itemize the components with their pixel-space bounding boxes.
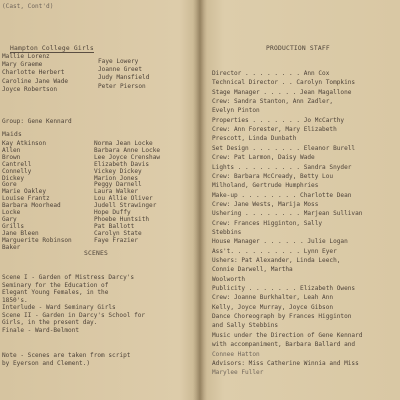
staff-line: Woolworth bbox=[212, 275, 246, 283]
girl-name: Joanne Greet bbox=[98, 66, 143, 74]
maid-name: Cantrell bbox=[2, 160, 32, 168]
staff-line: Crew: Frances Higginton, Sally bbox=[212, 219, 323, 227]
girl-name: Mary Graeme bbox=[2, 61, 43, 69]
maid-name: Laura Walker bbox=[94, 188, 139, 196]
staff-line: Technical Director . . Carolyn Tompkins bbox=[212, 79, 356, 87]
scene-line: Interlude - Ward Seminary Girls bbox=[2, 304, 116, 311]
staff-line: Crew: Pat Larmon, Daisy Wade bbox=[212, 154, 315, 162]
staff-line: Crew: Jane Wests, Marija Moss bbox=[212, 200, 319, 208]
maid-name: Connelly bbox=[2, 167, 32, 175]
maid-name: Gore bbox=[2, 181, 17, 189]
maid-name: Faye Frazier bbox=[94, 236, 139, 244]
scenes-heading: SCENES bbox=[84, 250, 108, 257]
maid-name: Gary bbox=[2, 215, 17, 223]
staff-line: Crew: Ann Forester, Mary Elizabeth bbox=[212, 126, 337, 134]
maid-name: Grills bbox=[2, 222, 25, 230]
staff-line: Set Design . . . . . . . Eleanor Burell bbox=[212, 144, 356, 152]
staff-line: and Sally Stebbins bbox=[212, 322, 279, 330]
staff-line: Kelly, Joyce Murray, Joyce Gibson bbox=[212, 303, 334, 311]
scene-line: Seminary for the Education of bbox=[2, 281, 109, 289]
scene-line: Scene II - Garden in Darcy's School for bbox=[2, 311, 146, 319]
maid-name: Marie Oakley bbox=[2, 188, 47, 196]
maid-name: Kay Atkinson bbox=[2, 140, 47, 147]
girl-name: Joyce Robertson bbox=[2, 85, 58, 93]
group-line: Group: Gene Kennard bbox=[2, 118, 72, 125]
staff-line: Evelyn Pinton bbox=[212, 107, 260, 115]
scene-line: Finale - Ward-Belmont bbox=[2, 326, 80, 334]
scene-line: 1850's. bbox=[2, 296, 28, 304]
staff-line: Director . . . . . . . . Ann Cox bbox=[212, 70, 330, 77]
staff-line: Crew: Sandra Stanton, Ann Zadler, bbox=[212, 98, 334, 106]
maid-name: Carolyn State bbox=[94, 229, 142, 237]
maid-name: Barbara Anne Locke bbox=[94, 146, 161, 154]
maid-name: Brown bbox=[2, 153, 21, 161]
staff-line: Milholand, Gertrude Humphries bbox=[212, 182, 319, 190]
maid-name: Phoebe Huntsith bbox=[94, 215, 150, 223]
girl-name: Charlotte Herbert bbox=[2, 69, 65, 77]
maid-name: Hope Duffy bbox=[94, 209, 131, 216]
staff-line: Connie Darwell, Martha bbox=[212, 266, 293, 274]
maid-name: Marion Jones bbox=[94, 174, 139, 182]
girl-name: Mallie Lorenz bbox=[2, 53, 50, 60]
scene-note-line: by Eyerson and Clement.) bbox=[2, 359, 91, 367]
maid-name: Pat Ballott bbox=[94, 222, 135, 230]
staff-line: Crew: Joanne Burkhalter, Leah Ann bbox=[212, 294, 334, 302]
scene-line: Girls, in the present day. bbox=[2, 319, 98, 326]
production-staff-heading: PRODUCTION STAFF bbox=[266, 45, 330, 52]
scene-note-line: Note - Scenes are taken from script bbox=[2, 352, 131, 359]
staff-line: Stage Manager . . . . . Jean Magallone bbox=[212, 88, 352, 96]
staff-line: Properties . . . . . . . Jo McCarthy bbox=[212, 116, 345, 124]
maids-heading: Maids bbox=[2, 131, 22, 138]
maid-name: Locke bbox=[2, 209, 21, 216]
staff-line: with accompaniment, Barbara Ballard and bbox=[212, 341, 356, 349]
staff-line: Prescott, Linda Dunbath bbox=[212, 135, 297, 143]
maid-name: Lou Allie Oliver bbox=[94, 195, 153, 203]
staff-line: Make-up . . . . . . . . Charlotte Dean bbox=[212, 191, 352, 199]
girl-name: Judy Mansfield bbox=[98, 74, 150, 82]
maid-name: Baker bbox=[2, 243, 21, 251]
maid-name: Vickey Dickey bbox=[94, 167, 142, 175]
staff-line: Marylee Fuller bbox=[212, 369, 264, 377]
girl-name: Caroline Jane Wade bbox=[2, 77, 69, 85]
maid-name: Allen bbox=[2, 146, 21, 154]
girl-name: Faye Lowery bbox=[98, 58, 139, 65]
maid-name: Norma Jean Locke bbox=[94, 140, 153, 147]
staff-line: Crew: Barbara McCready, Betty Lou bbox=[212, 172, 334, 180]
scene-line: Scene I - Garden of Mistress Darcy's bbox=[2, 274, 135, 281]
maid-name: Jane Bleen bbox=[2, 229, 39, 237]
staff-line: Stebbins bbox=[212, 228, 242, 236]
maid-name: Peggy Darnell bbox=[94, 181, 142, 189]
staff-line: Publicity . . . . . . . Elizabeth Owens bbox=[212, 285, 356, 293]
maid-name: Elizabeth Davis bbox=[94, 160, 150, 168]
girl-name: Peter Pierson bbox=[98, 82, 146, 90]
left-page bbox=[0, 0, 196, 400]
staff-line: Ushering . . . . . . . . Marjean Sullivan bbox=[212, 210, 363, 218]
staff-line: Ushers: Pat Alexander, Linda Leech, bbox=[212, 257, 341, 264]
maid-name: Marguerite Robinson bbox=[2, 236, 72, 244]
right-page bbox=[204, 0, 400, 400]
girls-heading: Hampton College Girls bbox=[10, 45, 94, 52]
cast-continued-label: (Cast, Cont'd) bbox=[2, 3, 54, 10]
maid-name: Judell Strawinger bbox=[94, 202, 157, 210]
staff-line: Advisors: Miss Catherine Winnia and Miss bbox=[212, 359, 359, 367]
maid-name: Lee Joyce Crenshaw bbox=[94, 153, 161, 161]
staff-line: House Manager . . . . . . Julie Logan bbox=[212, 238, 348, 246]
staff-line: Lights . . . . . . . . . Sandra Snyder bbox=[212, 163, 352, 171]
staff-line: Dance Choreograph by Frances Higginton bbox=[212, 313, 352, 321]
maid-name: Barbara Moorhead bbox=[2, 202, 61, 210]
staff-line: Music under the Direction of Gene Kennard bbox=[212, 331, 363, 339]
staff-line: Ass't. . . . . . . . . . Lynn Eyer bbox=[212, 247, 337, 255]
staff-line: Connee Hatton bbox=[212, 350, 260, 358]
maid-name: Dickey bbox=[2, 174, 25, 182]
maid-name: Louise Frantz bbox=[2, 195, 50, 203]
scene-line: Elegant Young Females, in the bbox=[2, 289, 109, 296]
